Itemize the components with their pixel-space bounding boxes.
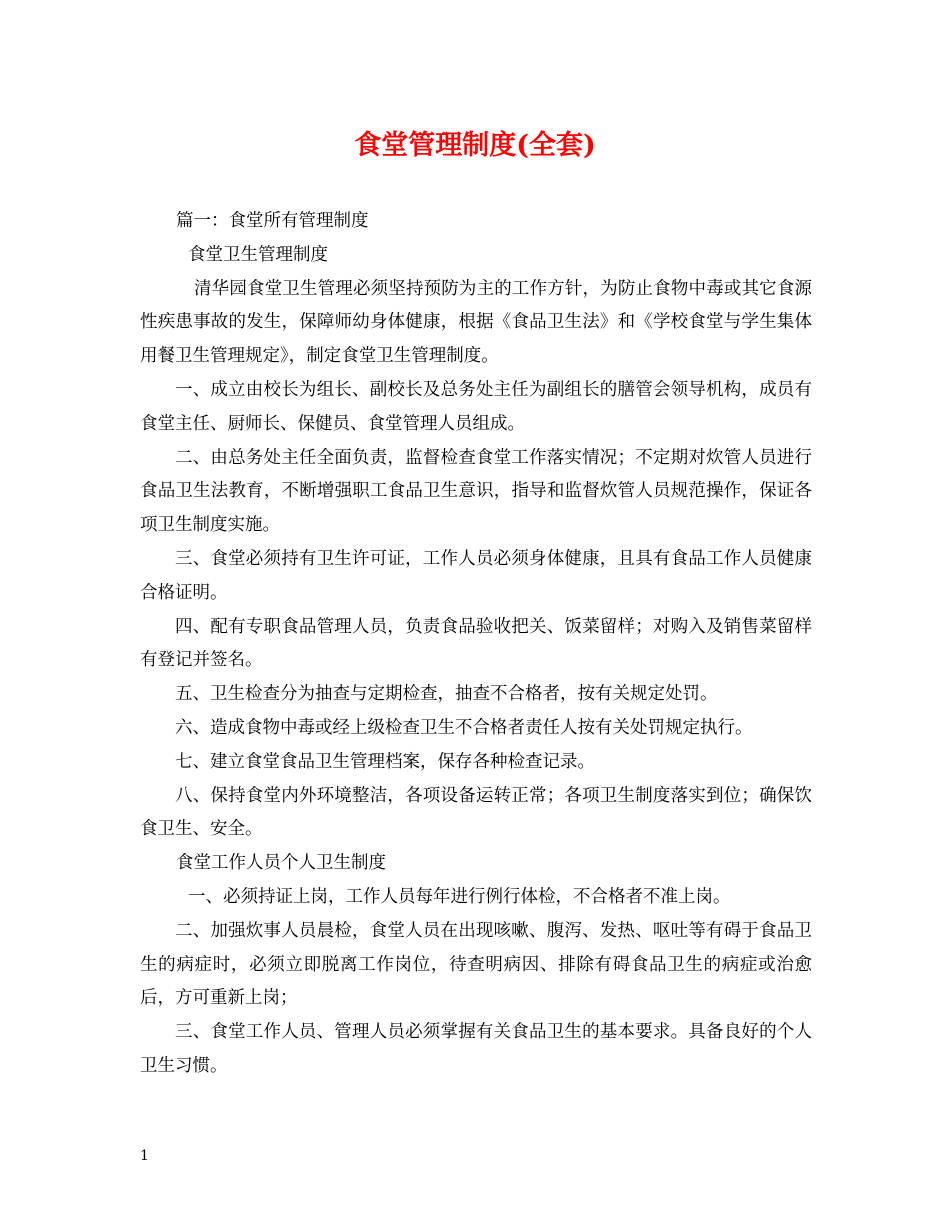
rule-item: 一、必须持证上岗，工作人员每年进行例行体检，不合格者不准上岗。 — [188, 886, 731, 907]
rule-item: 三、食堂必须持有卫生许可证，工作人员必须身体健康，且具有食品工作人员健康合格证明。 — [140, 548, 812, 603]
section-heading: 篇一：食堂所有管理制度 — [176, 211, 369, 231]
rule-item: 三、食堂工作人员、管理人员必须掌握有关食品卫生的基本要求。具备良好的个人卫生习惯。 — [140, 1022, 812, 1076]
rule-item: 八、保持食堂内外环境整洁，各项设备运转正常；各项卫生制度落实到位；确保饮食卫生、安全。 — [140, 785, 812, 840]
rule-item: 七、建立食堂食品卫生管理档案，保存各种检查记录。 — [175, 751, 595, 772]
rule-item: 二、加强炊事人员晨检，食堂人员在出现咳嗽、腹泻、发热、呕吐等有碍于食品卫生的病症时，必须立即脱离工作岗位，待查明病因、排除有碍食品卫生的病症或治愈后，方可重新上岗； — [140, 920, 812, 1009]
rule-item: 二、由总务处主任全面负责，监督检查食堂工作落实情况；不定期对炊管人员进行食品卫生法教育，不断增强职工食品卫生意识，指导和监督炊管人员规范操作，保证各项卫生制度实施。 — [140, 447, 812, 536]
rule-item: 一、成立由校长为组长、副校长及总务处主任为副组长的膳管会领导机构，成员有食堂主任、厨师长、保健员、食堂管理人员组成。 — [140, 379, 812, 434]
subsection-heading: 食堂卫生管理制度 — [188, 244, 328, 265]
rule-item: 六、造成食物中毒或经上级检查卫生不合格者责任人按有关处罚规定执行。 — [175, 717, 753, 738]
rule-item: 四、配有专职食品管理人员，负责食品验收把关、饭菜留样；对购入及销售菜留样有登记并签名。 — [140, 616, 812, 671]
rule-item: 五、卫生检查分为抽查与定期检查，抽查不合格者，按有关规定处罚。 — [175, 684, 718, 705]
intro-paragraph: 清华园食堂卫生管理必须坚持预防为主的工作方针，为防止食物中毒或其它食源性疾患事故的发生，保障师幼身体健康，根据《食品卫生法》和《学校食堂与学生集体用餐卫生管理规定》，制定食堂卫生管理制度。 — [140, 278, 812, 367]
document-title: 食堂管理制度(全套) — [354, 130, 596, 161]
page-number: 1 — [140, 1148, 149, 1164]
section-heading: 食堂工作人员个人卫生制度 — [176, 853, 386, 874]
document-body — [140, 205, 812, 1084]
